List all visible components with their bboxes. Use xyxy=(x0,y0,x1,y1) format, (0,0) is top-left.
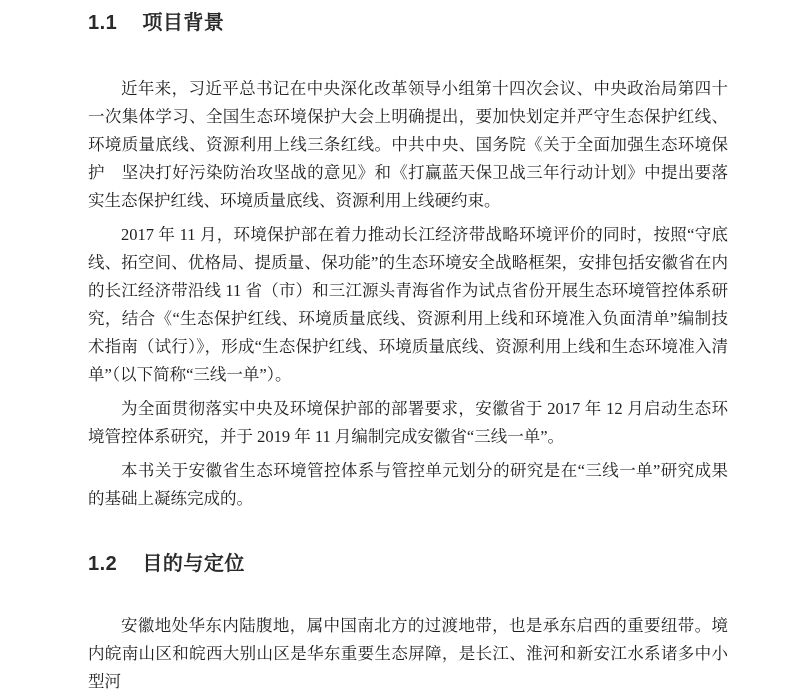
section-heading xyxy=(88,11,728,35)
body-paragraph: 2017 年 11 月，环境保护部在着力推动长江经济带战略环境评价的同时，按照“守底线、拓空间、优格局、提质量、保功能”的生态环境安全战略框架，安排包括安徽省在内的长江经济带沿线 11 省（市）和三江源头青海省作为试点省份开展生态环境管控体系研究，结合《“生态保护红线、环境质量底线、资源利用上线和环境准入负面清单”编制技术指南（试行）》，形成“生态保护红线、环境质量底线、资源利用上线和生态环境准入清单”（以下简称“三线一单”）。 xyxy=(88,225,728,384)
section-purpose-and-positioning xyxy=(88,552,728,696)
section-title: 项目背景 xyxy=(142,12,225,34)
body-paragraph: 为全面贯彻落实中央及环境保护部的部署要求，安徽省于 2017 年 12 月启动生态环境管控体系研究，并于 2019 年 11 月编制完成安徽省“三线一单”。 xyxy=(88,399,728,446)
section-heading xyxy=(88,552,728,576)
section-title: 目的与定位 xyxy=(142,553,245,575)
section-number: 1.2 xyxy=(88,553,118,575)
section-number: 1.1 xyxy=(88,12,118,34)
body-paragraph: 本书关于安徽省生态环境管控体系与管控单元划分的研究是在“三线一单”研究成果的基础上凝练完成的。 xyxy=(88,461,728,508)
body-paragraph: 安徽地处华东内陆腹地，属中国南北方的过渡地带，也是承东启西的重要纽带。境内皖南山区和皖西大别山区是华东重要生态屏障，是长江、淮河和新安江水系诸多中小型河 xyxy=(88,616,728,691)
body-paragraph: 近年来，习近平总书记在中央深化改革领导小组第十四次会议、中央政治局第四十一次集体学习、全国生态环境保护大会上明确提出，要加快划定并严守生态保护红线、环境质量底线、资源利用上线三条红线。中共中央、国务院《关于全面加强生态环境保护 坚决打好污染防治攻坚战的意见》和《打赢蓝天保卫战三年行动计划》中提出要落实生态保护红线、环境质量底线、资源利用上线硬约束。 xyxy=(88,79,728,210)
section-project-background xyxy=(88,11,728,513)
